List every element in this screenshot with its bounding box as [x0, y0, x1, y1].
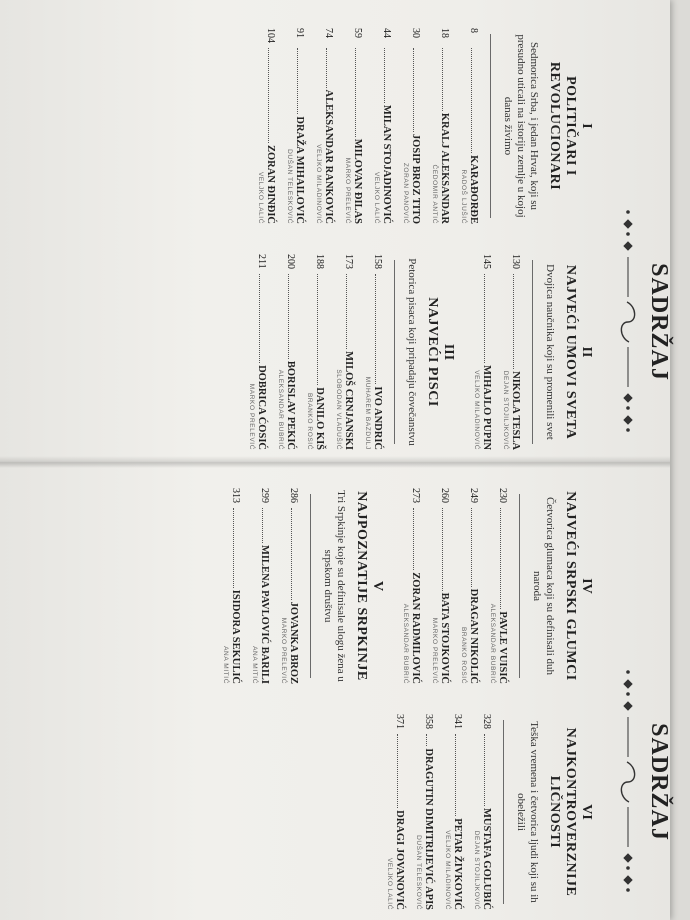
entry-author: MARKO PRELEVIĆ — [344, 157, 351, 224]
toc-header — [611, 452, 672, 920]
leader-dots — [413, 48, 422, 132]
toc-entry[interactable] — [328, 254, 355, 450]
page-number: 130 — [510, 254, 521, 269]
leader-dots — [426, 734, 435, 746]
toc-entry[interactable] — [395, 28, 422, 224]
leader-dots — [375, 274, 384, 384]
entry-name: MIHAJLO PUPIN — [481, 365, 492, 450]
entry-author: MARKO PRELEVIĆ — [280, 617, 287, 684]
page-number: 211 — [256, 254, 267, 269]
section-title: NAJPOZNATIJE SRPKINJE — [354, 491, 369, 681]
entry-author: SLOBODAN VLADUŠIĆ — [335, 369, 342, 450]
entry-author: DUŠAN TELESKOVIĆ — [415, 835, 422, 910]
section-title: POLITIČARI I REVOLUCIONARI — [547, 61, 578, 191]
toc-title: SADRŽAJ — [646, 723, 672, 841]
toc-entry[interactable] — [279, 28, 306, 224]
entry-name: DRAGUTIN DIMITRIJEVIĆ APIS — [423, 748, 434, 910]
entry-author: ALEKSANDAR BUBRIĆ — [277, 369, 284, 450]
section-col-1 — [248, 28, 594, 224]
toc-entry[interactable] — [453, 28, 480, 224]
leader-dots — [268, 48, 277, 143]
entry-name: MILAN STOJADINOVIĆ — [381, 104, 392, 224]
entry-author: ZORAN PANOVIĆ — [402, 162, 409, 224]
section-heading — [321, 488, 385, 684]
section-heading — [501, 28, 594, 224]
page-number: 158 — [372, 254, 383, 269]
page-number: 74 — [323, 28, 334, 38]
section-title: NAJVEĆI SRPSKI GLUMCI — [563, 491, 578, 681]
ornament-divider — [615, 632, 641, 920]
toc-list — [395, 488, 509, 684]
page-number: 313 — [230, 488, 241, 503]
toc-entry[interactable] — [453, 488, 480, 684]
toc-entry[interactable] — [379, 714, 406, 910]
entry-author: MARKO PRELEVIĆ — [431, 617, 438, 684]
page-number: 273 — [410, 488, 421, 503]
toc-entry[interactable] — [482, 488, 509, 684]
entry-author: DEJAN STOJILJKOVIĆ — [502, 370, 509, 450]
leader-dots — [413, 508, 422, 570]
toc-entry[interactable] — [273, 488, 300, 684]
section-number: IV — [579, 578, 594, 594]
entry-author: MARKO PRELEVIĆ — [248, 383, 255, 450]
entry-name: PAVLE VUISIĆ — [497, 611, 508, 684]
page-number: 18 — [439, 28, 450, 38]
section-description: Dvojica naučnika koji su promenili svet — [544, 264, 556, 440]
toc-entry[interactable] — [244, 488, 271, 684]
section-description: Petorica pisaca koji pripadaju čovečanstvu — [406, 258, 418, 446]
leader-dots — [288, 274, 297, 359]
leader-dots — [442, 48, 451, 111]
leader-dots — [355, 48, 364, 137]
section-title: NAJVEĆI PISCI — [425, 297, 440, 407]
leader-dots — [442, 508, 451, 591]
page-number: 30 — [410, 28, 421, 38]
toc-entry[interactable] — [408, 714, 435, 910]
page-number: 44 — [381, 28, 392, 38]
page-number: 260 — [439, 488, 450, 503]
entry-name: KRALJ ALEKSANDAR — [439, 112, 450, 224]
toc-entry[interactable] — [215, 488, 242, 684]
section-rule — [490, 34, 491, 218]
page-number: 8 — [468, 28, 479, 33]
toc-list — [466, 254, 522, 450]
section-heading — [405, 254, 456, 450]
entry-author: DUŠAN TELESKOVIĆ — [286, 149, 293, 224]
entry-name: JOSIP BROZ TITO — [410, 133, 421, 224]
section-description: Četvorica glumaca koji su definisali duh naroda — [531, 496, 556, 676]
entry-name: ZORAN ĐINĐIĆ — [265, 144, 276, 224]
toc-list — [241, 254, 384, 450]
section-col-6 — [377, 714, 594, 910]
toc-entry[interactable] — [395, 488, 422, 684]
leader-dots — [455, 734, 464, 816]
page-number: 200 — [285, 254, 296, 269]
entry-author: VELJKO MILADINOVIĆ — [444, 830, 451, 910]
leader-dots — [346, 274, 355, 349]
section-heading — [543, 254, 594, 450]
leader-dots — [471, 508, 480, 587]
leader-dots — [233, 508, 242, 588]
toc-entry[interactable] — [424, 28, 451, 224]
page-number: 173 — [343, 254, 354, 269]
entry-name: DRAŽA MIHAILOVIĆ — [294, 116, 305, 224]
page-number: 341 — [452, 714, 463, 729]
entry-name: MILENA PAVLOVIĆ BARILI — [259, 544, 270, 684]
entry-author: ČEDOMIR ANTIĆ — [431, 164, 438, 224]
leader-dots — [326, 48, 335, 88]
toc-entry[interactable] — [241, 254, 268, 450]
entry-author: ALEKSANDAR BUBRIĆ — [489, 603, 496, 684]
leader-dots — [500, 508, 509, 609]
entry-name: MILOVAN ĐILAS — [352, 138, 363, 224]
toc-entry[interactable] — [308, 28, 335, 224]
entry-name: ZORAN RADMILOVIĆ — [410, 572, 421, 684]
entry-author: RADOŠ LJUŠIĆ — [460, 169, 467, 224]
section-rule — [310, 494, 311, 678]
section-rule — [503, 720, 504, 904]
page-number: 59 — [352, 28, 363, 38]
entry-author: BRANKO ROSIĆ — [460, 626, 467, 684]
toc-entry[interactable] — [495, 254, 522, 450]
section-heading — [514, 714, 594, 910]
leader-dots — [297, 48, 306, 114]
entry-name: DOBRICA ĆOSIĆ — [256, 365, 267, 450]
toc-spread-bottom — [222, 452, 690, 920]
section-number: VI — [579, 804, 594, 820]
page-number: 371 — [394, 714, 405, 729]
leader-dots — [484, 734, 493, 806]
toc-entry[interactable] — [357, 254, 384, 450]
section-title: NAJVEĆI UMOVI SVETA — [563, 264, 578, 440]
section-col-2 — [239, 254, 594, 450]
section-description: Sedmorica Srba, i jedan Hrvat, koji su presudno uticali na istoriju zemlje u kojoj danas živimo — [502, 34, 540, 218]
section-description: Tri Srpkinje koje su definisale ulogu žena u srpskom društvu — [322, 490, 347, 682]
entry-name: ALEKSANDAR RANKOVIĆ — [323, 89, 334, 224]
section-number: V — [370, 580, 385, 592]
page-number: 328 — [481, 714, 492, 729]
entry-name: DANILO KIŠ — [314, 387, 325, 450]
entry-author: VELJKO MILADINOVIĆ — [473, 370, 480, 450]
page-number: 188 — [314, 254, 325, 269]
toc-title: SADRŽAJ — [646, 263, 672, 381]
entry-name: KARAĐORĐE — [468, 155, 479, 224]
entry-author: ALEKSANDAR BUBRIĆ — [402, 603, 409, 684]
leader-dots — [484, 274, 493, 363]
entry-name: MUSTAFA GOLUBIĆ — [481, 808, 492, 910]
toc-entry[interactable] — [270, 254, 297, 450]
entry-name: DRAGI JOVANOVIĆ — [394, 810, 405, 910]
entry-name: ISIDORA SEKULIĆ — [230, 589, 241, 684]
entry-author: VELJKO LALIĆ — [373, 172, 380, 224]
entry-name: JOVANKA BROZ — [288, 601, 299, 684]
entry-author: VELJKO MILADINOVIĆ — [315, 144, 322, 224]
entry-name: IVO ANDRIĆ — [372, 386, 383, 450]
section-number: II — [579, 346, 594, 358]
page-number: 299 — [259, 488, 270, 503]
toc-entry[interactable] — [299, 254, 326, 450]
section-heading — [530, 488, 594, 684]
leader-dots — [317, 274, 326, 385]
page-number: 104 — [265, 28, 276, 43]
toc-entry[interactable] — [424, 488, 451, 684]
entry-name: PETAR ŽIVKOVIĆ — [452, 818, 463, 910]
toc-entry[interactable] — [366, 28, 393, 224]
toc-entry[interactable] — [437, 714, 464, 910]
page-number: 91 — [294, 28, 305, 38]
entry-author: ANA MITIĆ — [222, 646, 229, 684]
toc-entry[interactable] — [466, 254, 493, 450]
leader-dots — [384, 48, 393, 103]
page-number: 145 — [481, 254, 492, 269]
toc-entry[interactable] — [466, 714, 493, 910]
leader-dots — [397, 734, 406, 808]
entry-name: NIKOLA TESLA — [510, 371, 521, 450]
section-rule — [532, 260, 533, 444]
entry-author: VELJKO LALIĆ — [257, 172, 264, 224]
leader-dots — [513, 274, 522, 369]
entry-author: BRANKO ROSIĆ — [306, 392, 313, 450]
page-number: 230 — [497, 488, 508, 503]
entry-name: BORISLAV PEKIĆ — [285, 360, 296, 450]
ornament-divider — [615, 172, 641, 472]
toc-list — [250, 28, 480, 224]
leader-dots — [259, 274, 268, 363]
toc-entry[interactable] — [250, 28, 277, 224]
entry-author: ANA MITIĆ — [251, 646, 258, 684]
section-rule — [519, 494, 520, 678]
page-number: 358 — [423, 714, 434, 729]
page-number: 249 — [468, 488, 479, 503]
toc-list — [215, 488, 300, 684]
section-number: I — [579, 123, 594, 129]
entry-author: VELJKO LALIĆ — [386, 858, 393, 910]
section-title: NAJKONTROVERZNIJE LIČNOSTI — [547, 727, 578, 897]
section-description: Teška vremena i četvorica ljudi koji su ih obeležili — [515, 721, 540, 903]
leader-dots — [291, 508, 300, 600]
entry-name: BATA STOJKOVIĆ — [439, 592, 450, 684]
section-rule — [394, 260, 395, 444]
entry-author: MUHAREM BAZDULJ — [364, 376, 371, 450]
leader-dots — [262, 508, 271, 543]
entry-name: DRAGAN NIKOLIĆ — [468, 588, 479, 684]
section-number: III — [441, 343, 456, 361]
entry-name: MILOŠ CRNJANSKI — [343, 351, 354, 450]
entry-author: DEJAN STOJILJKOVIĆ — [473, 830, 480, 910]
page-number: 286 — [288, 488, 299, 503]
toc-list — [379, 714, 493, 910]
toc-entry[interactable] — [337, 28, 364, 224]
leader-dots — [471, 48, 480, 153]
section-col-4 — [213, 488, 594, 684]
